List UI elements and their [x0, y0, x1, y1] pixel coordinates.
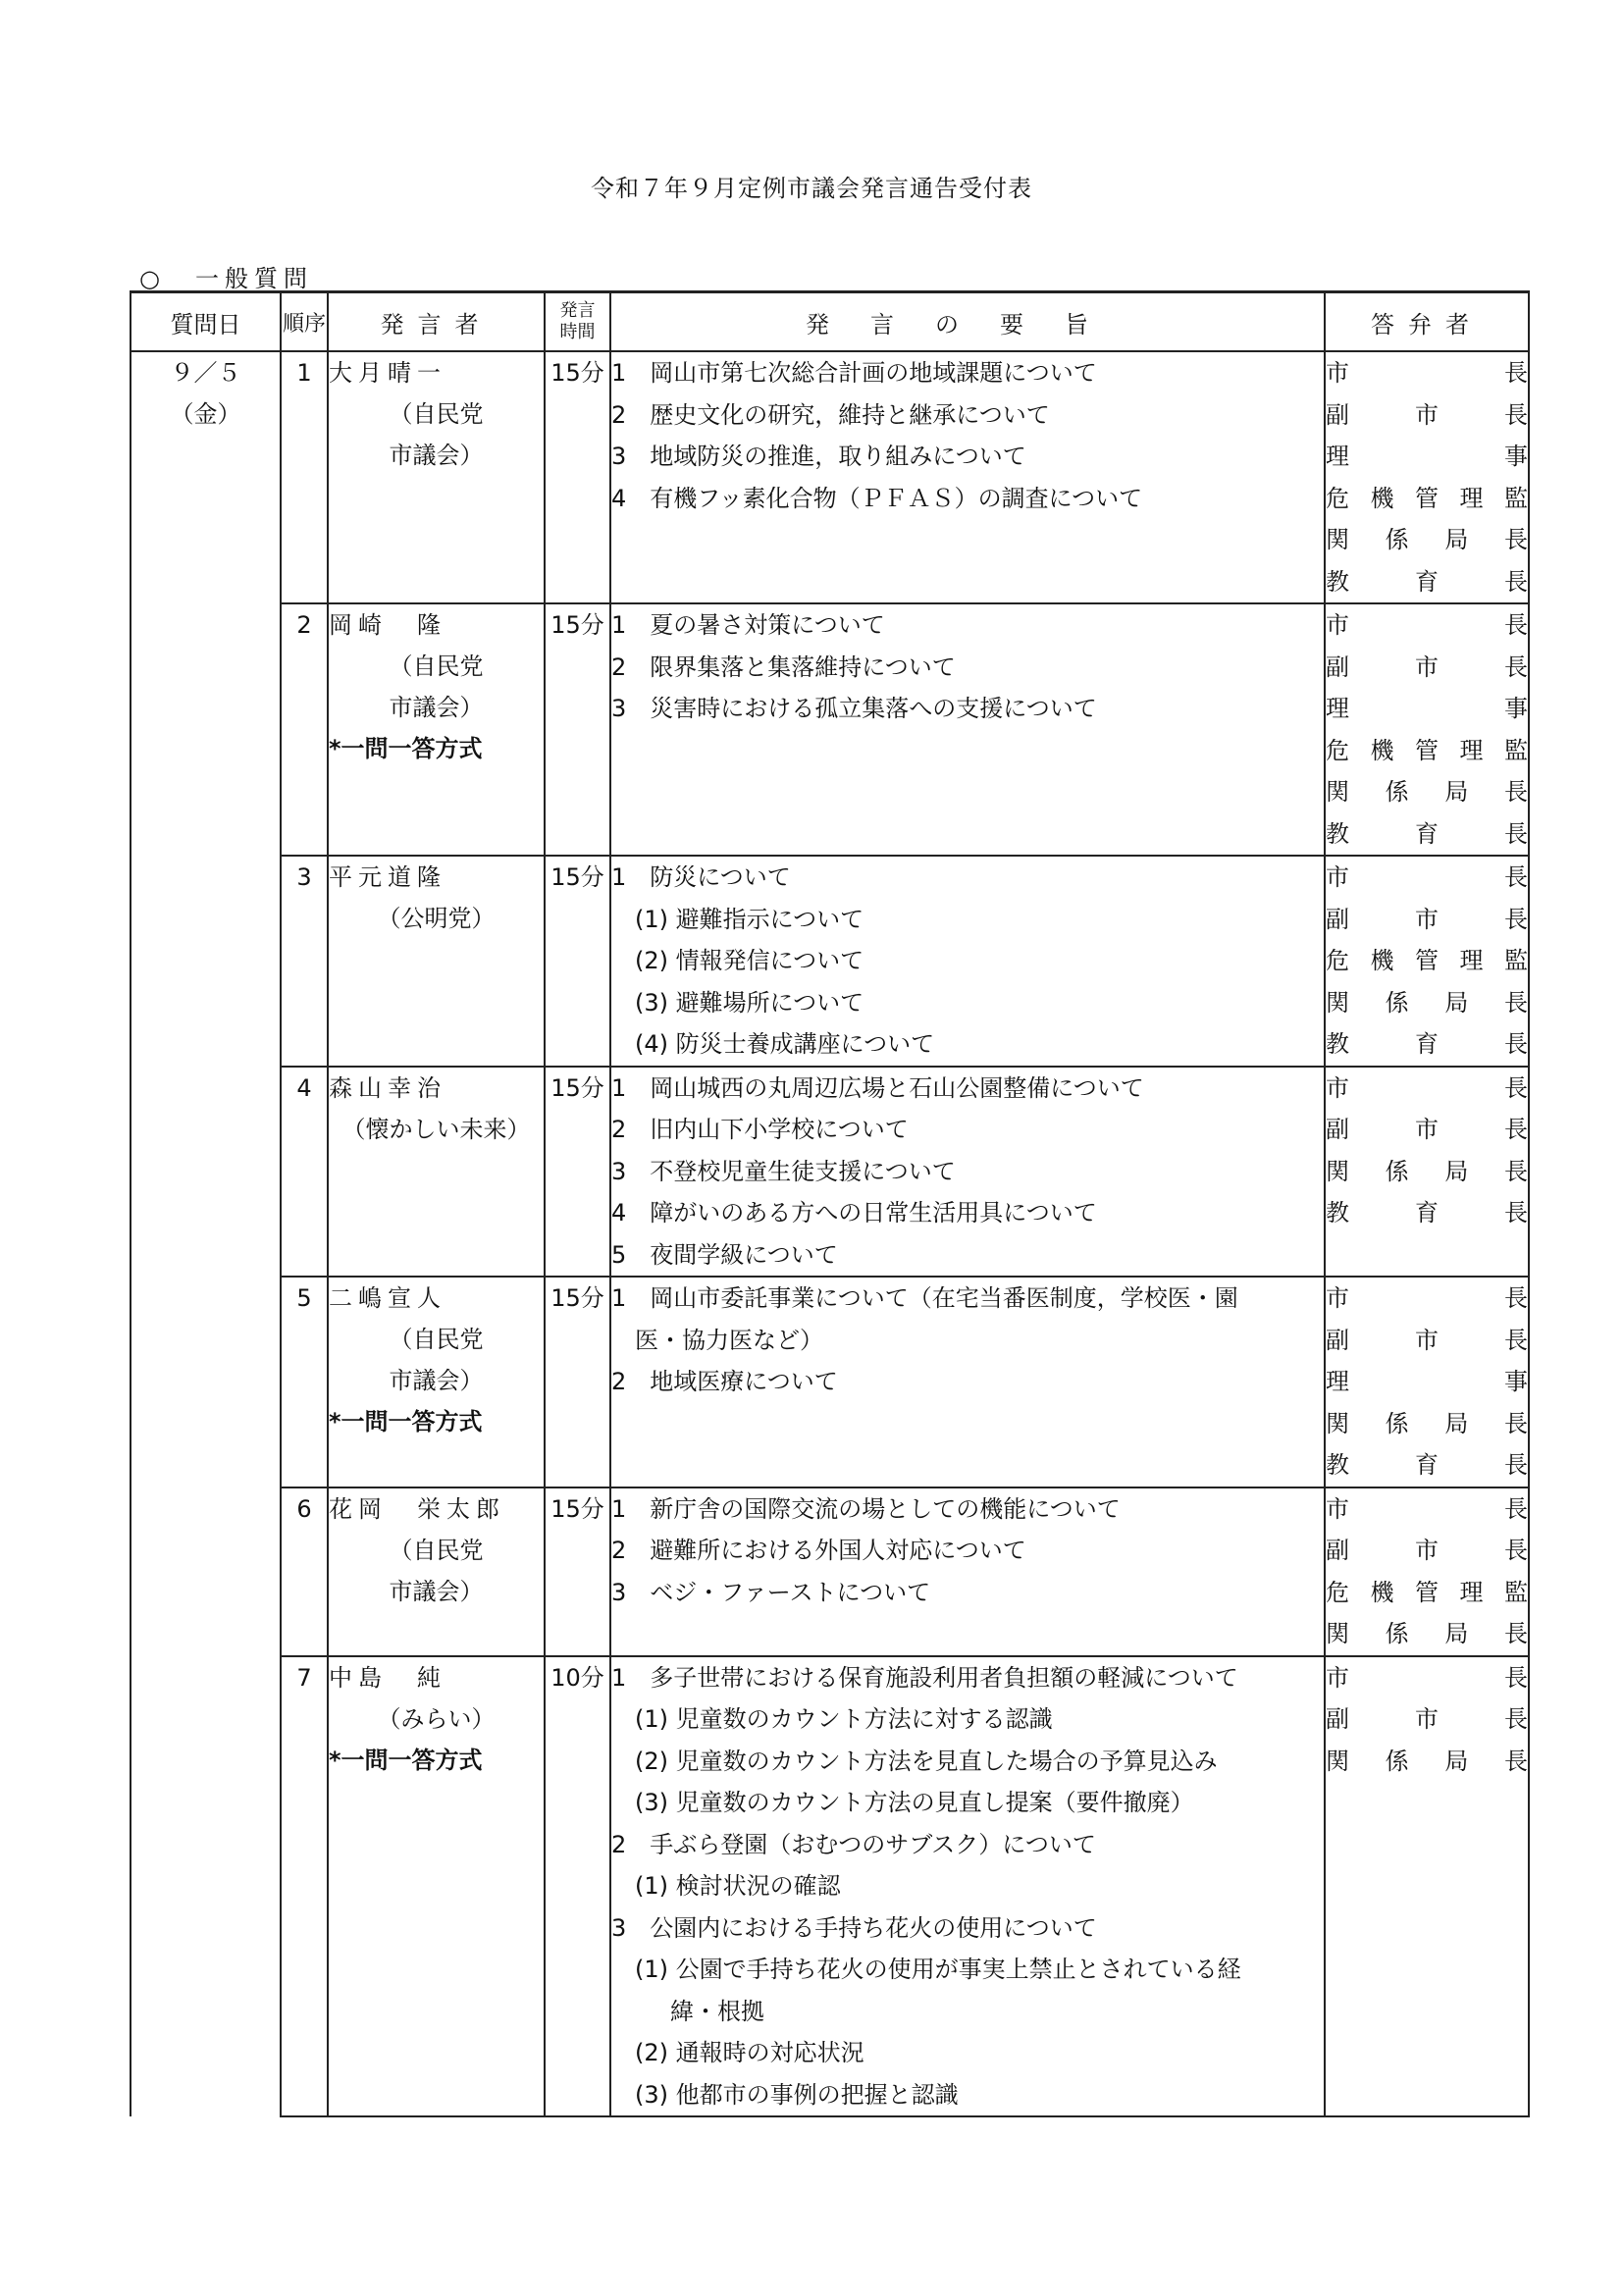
speaker-affiliation: （自民党 [389, 400, 484, 428]
topic-item: 2 手ぶら登園（おむつのサブスク）について [611, 1830, 1096, 1858]
responders-cell [1325, 1067, 1529, 1278]
topic-item: (2) 情報発信について [635, 947, 864, 974]
table-row [131, 1656, 1529, 2117]
topic-item: 3 ベジ・ファーストについて [611, 1578, 931, 1606]
speaking-time: 15分 [550, 611, 604, 639]
header-topics: 発言の要旨 [610, 292, 1325, 352]
speaker-cell [328, 1067, 545, 1278]
time-cell [545, 1656, 610, 2117]
topic-item: 1 岡山市第七次総合計画の地域課題について [611, 359, 1097, 387]
question-weekday: （金） [170, 400, 241, 428]
order-number: 3 [296, 863, 312, 891]
topic-item: (3) 避難場所について [635, 988, 864, 1017]
responder: 教育長 [1326, 819, 1528, 848]
header-speaker: 発言者 [328, 292, 545, 352]
topic-item: (1) 児童数のカウント方法に対する認識 [635, 1705, 1053, 1733]
topic-item: 医・協力医など） [635, 1326, 823, 1354]
responder: 副市長 [1326, 1116, 1528, 1143]
responder: 教育長 [1326, 1030, 1528, 1058]
speaker-affiliation: 市議会） [389, 442, 484, 469]
speaker-cell [328, 1487, 545, 1656]
topics-cell [610, 1277, 1325, 1487]
topic-item: 3 災害時における孤立集落への支援について [611, 695, 1097, 722]
time-cell [545, 1487, 610, 1656]
responder: 危機管理監 [1326, 1578, 1528, 1606]
order-number: 2 [296, 611, 312, 639]
question-mode: *一問一答方式 [329, 1746, 483, 1774]
topics-cell [610, 351, 1325, 603]
topic-item: 3 不登校児童生徒支援について [611, 1157, 956, 1185]
responder: 関係局長 [1326, 526, 1528, 553]
responder: 関係局長 [1326, 1620, 1528, 1647]
responder: 市長 [1326, 359, 1528, 387]
header-responders: 答弁者 [1325, 292, 1529, 352]
responders-cell [1325, 1487, 1529, 1656]
table-header-row [131, 292, 1529, 352]
responders-cell [1325, 1277, 1529, 1487]
topic-item: (3) 他都市の事例の把握と認識 [635, 2080, 959, 2109]
speaker-affiliation: 市議会） [389, 694, 484, 721]
question-date: ９／５ [170, 359, 241, 387]
topic-item: 緯・根拠 [670, 1997, 764, 2025]
speaker-affiliation: （自民党 [389, 1326, 484, 1353]
section-label: ○ 一般質問 [139, 265, 313, 292]
topic-item: 4 有機フッ素化合物（ＰＦＡＳ）の調査について [611, 484, 1143, 512]
topic-item: (1) 避難指示について [635, 905, 864, 933]
header-order: 順序 [281, 292, 328, 352]
topic-item: 1 岡山市委託事業について（在宅当番医制度，学校医・園 [611, 1284, 1238, 1312]
order-number: 4 [296, 1073, 312, 1102]
table-row [131, 856, 1529, 1067]
header-time-line2: 時間 [559, 322, 596, 342]
notification-table [130, 290, 1530, 2117]
topic-item: (2) 通報時の対応状況 [635, 2039, 864, 2066]
topic-item: 4 障がいのある方への日常生活用具について [611, 1199, 1097, 1226]
speaking-time: 15分 [550, 1494, 604, 1523]
time-cell [545, 351, 610, 603]
table-row [131, 351, 1529, 603]
speaking-time: 15分 [550, 1073, 604, 1102]
topic-item: 3 地域防災の推進，取り組みについて [611, 443, 1026, 470]
responder: 関係局長 [1326, 778, 1528, 806]
topic-item: (1) 公園で手持ち花火の使用が事実上禁止とされている経 [635, 1956, 1241, 1983]
question-mode: *一問一答方式 [329, 1408, 483, 1435]
time-cell [545, 1067, 610, 1278]
responder: 危機管理監 [1326, 736, 1528, 764]
responder: 危機管理監 [1326, 947, 1528, 974]
responders-cell [1325, 1656, 1529, 2117]
responder: 関係局長 [1326, 1747, 1528, 1775]
responder: 副市長 [1326, 905, 1528, 933]
responder: 副市長 [1326, 652, 1528, 681]
speaking-time: 15分 [550, 1284, 604, 1312]
speaker-name: 大月晴一 [329, 359, 446, 387]
speaker-name: 花岡 栄太郎 [329, 1494, 505, 1523]
table-row [131, 1487, 1529, 1656]
responder: 市長 [1326, 1663, 1528, 1692]
responder: 危機管理監 [1326, 484, 1528, 512]
topic-item: 2 歴史文化の研究，維持と継承について [611, 400, 1050, 429]
responder: 市長 [1326, 1284, 1528, 1312]
question-date-cell [131, 351, 281, 2116]
topic-item: (4) 防災士養成講座について [635, 1030, 935, 1058]
responder: 市長 [1326, 611, 1528, 639]
document-title: 令和７年９月定例市議会発言通告受付表 [591, 175, 1032, 202]
speaker-cell [328, 351, 545, 603]
table-row [131, 1067, 1529, 1278]
speaker-cell [328, 1656, 545, 2117]
speaker-affiliation: 市議会） [389, 1367, 484, 1394]
topic-item: 3 公園内における手持ち花火の使用について [611, 1913, 1097, 1942]
speaker-affiliation: （みらい） [377, 1704, 496, 1733]
order-cell [281, 856, 328, 1067]
speaker-name: 岡崎 隆 [329, 611, 446, 639]
header-time-line1: 発言 [559, 300, 596, 321]
responder: 市長 [1326, 1494, 1528, 1523]
speaker-affiliation: （自民党 [389, 1536, 484, 1564]
order-number: 1 [296, 359, 312, 387]
table-row [131, 1277, 1529, 1487]
time-cell [545, 1277, 610, 1487]
topic-item: 1 岡山城西の丸周辺広場と石山公園整備について [611, 1073, 1144, 1102]
table-row [131, 603, 1529, 856]
topic-item: (1) 検討状況の確認 [635, 1872, 841, 1900]
speaker-name: 二嶋宣人 [329, 1284, 446, 1312]
responder: 副市長 [1326, 400, 1528, 429]
speaker-affiliation: （懐かしい未来） [341, 1115, 531, 1143]
order-number: 6 [296, 1494, 312, 1523]
order-cell [281, 351, 328, 603]
speaking-time: 10分 [550, 1663, 604, 1692]
header-date: 質問日 [131, 292, 281, 352]
speaker-name: 中島 純 [329, 1663, 446, 1692]
topic-item: 1 新庁舎の国際交流の場としての機能について [611, 1494, 1121, 1523]
topics-cell [610, 1656, 1325, 2117]
order-cell [281, 1067, 328, 1278]
responder: 副市長 [1326, 1705, 1528, 1733]
speaker-affiliation: （公明党） [377, 905, 496, 932]
topic-item: 1 夏の暑さ対策について [611, 611, 885, 639]
responder: 市長 [1326, 1073, 1528, 1102]
topic-item: 5 夜間学級について [611, 1240, 838, 1269]
topics-cell [610, 1067, 1325, 1278]
responders-cell [1325, 856, 1529, 1067]
topic-item: (3) 児童数のカウント方法の見直し提案（要件撤廃） [635, 1789, 1194, 1816]
question-mode: *一問一答方式 [329, 735, 483, 762]
topics-cell [610, 1487, 1325, 1656]
speaker-cell [328, 856, 545, 1067]
speaker-affiliation: （自民党 [389, 652, 484, 680]
responder: 教育長 [1326, 1199, 1528, 1226]
speaker-cell [328, 1277, 545, 1487]
speaker-name: 平元道隆 [329, 863, 446, 891]
order-cell [281, 1487, 328, 1656]
responder: 副市長 [1326, 1326, 1528, 1354]
speaker-cell [328, 603, 545, 856]
order-cell [281, 603, 328, 856]
responder: 関係局長 [1326, 1409, 1528, 1437]
responder: 理事 [1326, 1368, 1528, 1395]
responder: 副市長 [1326, 1537, 1528, 1564]
order-cell [281, 1656, 328, 2117]
responder: 教育長 [1326, 567, 1528, 596]
order-number: 5 [296, 1284, 312, 1312]
responder: 教育長 [1326, 1451, 1528, 1479]
responder: 理事 [1326, 443, 1528, 470]
topic-item: 1 防災について [611, 863, 791, 891]
speaker-affiliation: 市議会） [389, 1577, 484, 1605]
responder: 関係局長 [1326, 988, 1528, 1017]
responders-cell [1325, 603, 1529, 856]
topic-item: 2 避難所における外国人対応について [611, 1537, 1026, 1564]
order-number: 7 [296, 1663, 312, 1692]
time-cell [545, 603, 610, 856]
header-time [545, 292, 610, 352]
topic-item: 1 多子世帯における保育施設利用者負担額の軽減について [611, 1663, 1238, 1692]
topic-item: 2 限界集落と集落維持について [611, 652, 956, 681]
order-cell [281, 1277, 328, 1487]
speaker-name: 森山幸治 [329, 1073, 446, 1102]
responders-cell [1325, 351, 1529, 603]
speaking-time: 15分 [550, 863, 604, 891]
topic-item: (2) 児童数のカウント方法を見直した場合の予算見込み [635, 1747, 1218, 1775]
responder: 関係局長 [1326, 1157, 1528, 1185]
time-cell [545, 856, 610, 1067]
speaking-time: 15分 [550, 359, 604, 387]
topic-item: 2 地域医療について [611, 1368, 838, 1395]
table-body [131, 351, 1529, 2116]
topics-cell [610, 856, 1325, 1067]
responder: 市長 [1326, 863, 1528, 891]
responder: 理事 [1326, 695, 1528, 722]
topic-item: 2 旧内山下小学校について [611, 1116, 909, 1143]
topics-cell [610, 603, 1325, 856]
